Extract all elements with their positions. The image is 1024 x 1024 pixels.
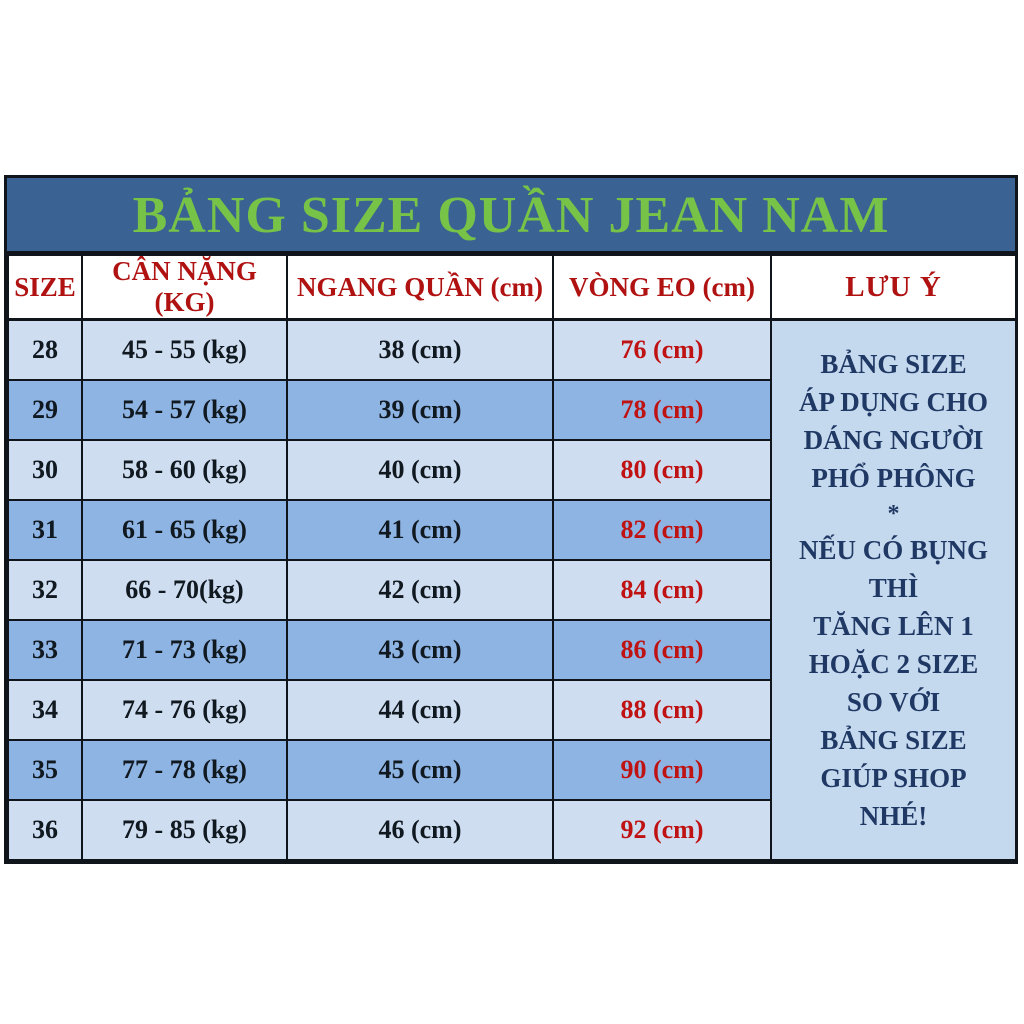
column-header-weight: CÂN NẶNG (KG) [82,255,287,320]
note-line: NHÉ! [859,800,928,831]
size-cell: 31 [8,500,82,560]
width-cell: 41 (cm) [287,500,553,560]
weight-cell: 54 - 57 (kg) [82,380,287,440]
column-header-width: NGANG QUẦN (cm) [287,255,553,320]
note-line: THÌ [868,572,919,603]
weight-cell: 77 - 78 (kg) [82,740,287,800]
width-cell: 44 (cm) [287,680,553,740]
note-line: ÁP DỤNG CHO [799,386,988,417]
width-cell: 45 (cm) [287,740,553,800]
page-title: BẢNG SIZE QUẦN JEAN NAM [132,186,890,244]
column-header-size: SIZE [8,255,82,320]
table-row [8,320,1016,380]
width-cell: 38 (cm) [287,320,553,380]
note-line: NẾU CÓ BỤNG [798,534,988,565]
size-cell: 36 [8,800,82,860]
width-cell: 42 (cm) [287,560,553,620]
column-header-note: LƯU Ý [771,255,1016,320]
note-star: * [887,500,900,527]
size-cell: 32 [8,560,82,620]
width-cell: 43 (cm) [287,620,553,680]
size-cell: 34 [8,680,82,740]
weight-cell: 74 - 76 (kg) [82,680,287,740]
size-chart-sheet [4,175,1018,864]
waist-cell: 86 (cm) [553,620,771,680]
waist-cell: 76 (cm) [553,320,771,380]
size-cell: 30 [8,440,82,500]
weight-cell: 45 - 55 (kg) [82,320,287,380]
title-bar [7,178,1015,254]
note-cell [771,320,1016,860]
size-cell: 28 [8,320,82,380]
width-cell: 40 (cm) [287,440,553,500]
width-cell: 46 (cm) [287,800,553,860]
waist-cell: 92 (cm) [553,800,771,860]
waist-cell: 80 (cm) [553,440,771,500]
weight-cell: 66 - 70(kg) [82,560,287,620]
note-line: BẢNG SIZE [820,348,967,379]
weight-cell: 58 - 60 (kg) [82,440,287,500]
weight-cell: 61 - 65 (kg) [82,500,287,560]
weight-cell: 71 - 73 (kg) [82,620,287,680]
weight-cell: 79 - 85 (kg) [82,800,287,860]
note-line: GIÚP SHOP [820,762,967,793]
size-table [7,254,1017,861]
waist-cell: 88 (cm) [553,680,771,740]
note-line: SO VỚI [846,686,941,717]
note-line: PHỔ PHÔNG [811,462,976,493]
width-cell: 39 (cm) [287,380,553,440]
note-line: BẢNG SIZE [820,724,967,755]
note-line: DÁNG NGƯỜI [803,424,984,455]
waist-cell: 90 (cm) [553,740,771,800]
size-cell: 35 [8,740,82,800]
waist-cell: 82 (cm) [553,500,771,560]
waist-cell: 78 (cm) [553,380,771,440]
size-cell: 33 [8,620,82,680]
size-cell: 29 [8,380,82,440]
table-header-row [8,255,1016,320]
note-line: TĂNG LÊN 1 [813,610,974,641]
note-line: HOẶC 2 SIZE [808,648,979,679]
waist-cell: 84 (cm) [553,560,771,620]
column-header-waist: VÒNG EO (cm) [553,255,771,320]
